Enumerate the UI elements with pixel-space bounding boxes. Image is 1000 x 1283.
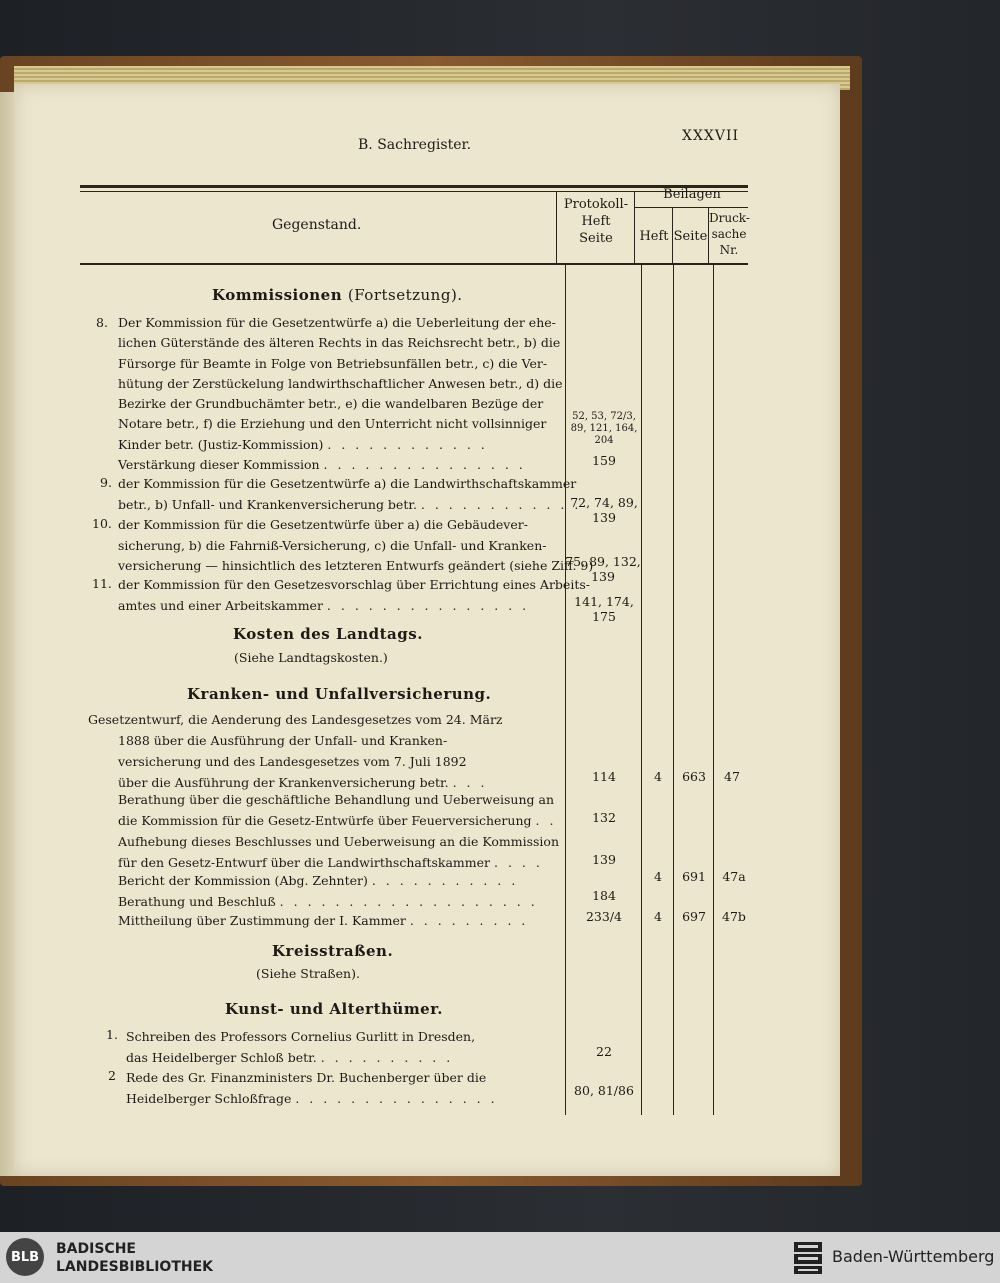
- kranken-r4-seite: 691: [682, 869, 706, 884]
- kunst-entry-1-protocol: 22: [596, 1044, 612, 1059]
- entry-number-11: 11.: [92, 576, 112, 591]
- entry-11-text: der Kommission für den Gesetzesvorschlag über Errichtung eines Arbeits- amtes und einer Arbeitskammer . . . . . . . . . . . . . . .: [118, 577, 590, 613]
- section-title-kranken: Kranken- und Unfallversicherung.: [187, 685, 492, 703]
- kranken-r5-protocol: 184: [592, 888, 616, 903]
- kranken-r1-drucksache: 47: [724, 769, 740, 784]
- section-title-kreis: Kreisstraßen.: [272, 942, 394, 960]
- kranken-r6-drucksache: 47b: [722, 909, 746, 924]
- baden-wuerttemberg-label[interactable]: Baden-Württemberg: [832, 1247, 995, 1266]
- entry-9-protocol: 72, 74, 89, 139: [570, 495, 638, 525]
- kranken-r4-heft: 4: [654, 869, 662, 884]
- section-title-kommissionen: Kommissionen (Fortsetzung).: [212, 286, 463, 304]
- entry-number-8: 8.: [96, 315, 108, 330]
- kranken-l3: Aufhebung dieses Beschlusses und Ueberweisung an die Kommission für den Gesetz-Entwurf über die Landwirthschaftskammer . . . .: [118, 834, 559, 870]
- entry-8-text: Der Kommission für die Gesetzentwürfe a) die Ueberleitung der ehe- lichen Güterstände des älteren Rechts in das Reichsrecht betr., b) die Fürsorge für Beamte in Folge von Betriebsunfällen betr., c) die Ver- hütung der Zerstückelung landwirthschaftlicher Anwesen betr., d) die Bezirke der Grundbuchämter betr., e) die wandelbaren Bezüge der Notare betr., f) die Erziehung und den Unterricht nicht vollsinniger Kinder betr. (Justiz-Kommission) . . . . . . . . . . . .: [118, 315, 563, 452]
- col-rule-2: [641, 265, 642, 1115]
- entry-number-9: 9.: [100, 475, 112, 490]
- table-header-bottom-rule: [80, 263, 748, 265]
- kranken-r4-drucksache: 47a: [722, 869, 746, 884]
- col-rule-1h: [556, 191, 557, 265]
- col-header-heft: Heft: [639, 229, 669, 244]
- col-header-seite: Seite: [673, 229, 708, 244]
- kunst-entry-1-text: Schreiben des Professors Cornelius Gurlitt in Dresden, das Heidelberger Schloß betr. . . . . . . . . . .: [126, 1029, 476, 1065]
- col-header-subject: Gegenstand.: [272, 217, 362, 233]
- entry-11-protocol: 141, 174, 175: [574, 594, 634, 624]
- baden-wuerttemberg-lions-icon: [792, 1240, 824, 1276]
- entry-number-10: 10.: [92, 516, 112, 531]
- kranken-l4: Bericht der Kommission (Abg. Zehnter) . . . . . . . . . . .: [118, 873, 519, 888]
- kranken-l5: Berathung und Beschluß . . . . . . . . . . . . . . . . . . .: [118, 894, 538, 909]
- beilagen-rule: [634, 207, 748, 208]
- kranken-r1-heft: 4: [654, 769, 662, 784]
- entry-8b-text: Verstärkung dieser Kommission . . . . . . . . . . . . . . .: [118, 457, 526, 472]
- kranken-r6-heft: 4: [654, 909, 662, 924]
- entry-8-protocol: 52, 53, 72/3, 89, 121, 164, 204: [570, 411, 638, 446]
- kranken-r1-protocol: 114: [592, 769, 616, 784]
- section-title-kosten: Kosten des Landtags.: [233, 625, 423, 643]
- entry-10-text: der Kommission für die Gesetzentwürfe über a) die Gebäudever- sicherung, b) die Fahrniß-Versicherung, c) die Unfall- und Kranken- versicherung — hinsichtlich des letzteren Entwurfs geändert (siehe Ziff. 9): [118, 517, 594, 573]
- kunst-entry-2-protocol: 80, 81/86: [574, 1083, 634, 1098]
- col-rule-3: [673, 265, 674, 1115]
- col-header-drucksache: Druck- sache Nr.: [709, 211, 750, 257]
- col-rule-1: [565, 265, 566, 1115]
- blb-library-name[interactable]: BADISCHE LANDESBIBLIOTHEK: [56, 1241, 214, 1275]
- kranken-intro: Gesetzentwurf, die Aenderung des Landesgesetzes vom 24. März 1888 über die Ausführung der Unfall- und Kranken- versicherung und des Landesgesetzes vom 7. Juli 1892 über die Ausführung der Krankenversicherung betr. . . .: [88, 712, 503, 790]
- col-header-protocol: Protokoll- Heft Seite: [563, 197, 629, 246]
- kranken-l6: Mittheilung über Zustimmung der I. Kammer . . . . . . . . .: [118, 913, 529, 928]
- entry-9-text: der Kommission für die Gesetzentwürfe a) die Landwirthschaftskammer betr., b) Unfall- und Krankenversicherung betr. . . . . . . . . . . . .: [118, 476, 582, 512]
- kunst-entry-number-2: 2: [108, 1068, 116, 1083]
- kranken-l2: Berathung über die geschäftliche Behandlung und Ueberweisung an die Kommission für die Gesetz-Entwürfe über Feuerversicherung . .: [118, 792, 557, 828]
- section-title-kunst: Kunst- und Alterthümer.: [225, 1000, 443, 1018]
- section-see-kreis: (Siehe Straßen).: [256, 966, 360, 981]
- kranken-r6-protocol: 233/4: [585, 909, 623, 924]
- running-header: B. Sachregister.: [358, 137, 472, 153]
- col-rule-4: [713, 265, 714, 1115]
- col-header-beilagen: Beilagen: [663, 187, 721, 202]
- kranken-r2-protocol: 132: [592, 810, 616, 825]
- col-rule-2h: [634, 191, 635, 265]
- entry-10-protocol: 75, 89, 132, 139: [565, 554, 641, 584]
- kunst-entry-2-text: Rede des Gr. Finanzministers Dr. Buchenberger über die Heidelberger Schloßfrage . . . . . . . . . . . . . . .: [126, 1070, 498, 1106]
- kranken-r6-seite: 697: [682, 909, 706, 924]
- section-see-kosten: (Siehe Landtagskosten.): [234, 650, 388, 665]
- entry-8b-protocol: 159: [592, 453, 616, 468]
- kunst-entry-number-1: 1.: [106, 1027, 118, 1042]
- footer-bar: [0, 1232, 1000, 1283]
- kranken-r3-protocol: 139: [592, 852, 616, 867]
- kranken-r1-seite: 663: [682, 769, 706, 784]
- blb-logo-icon[interactable]: BLB: [6, 1238, 44, 1276]
- page-number: XXXVII: [682, 128, 740, 144]
